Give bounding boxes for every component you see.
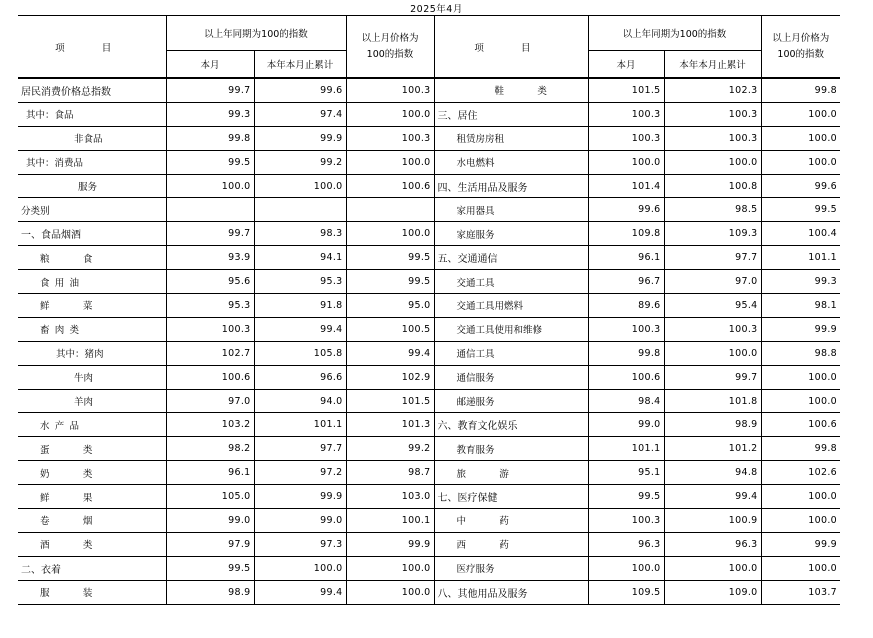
right-label-cell: 教育服务 <box>434 437 588 461</box>
left-cumulative-cell: 99.0 <box>254 509 346 533</box>
left-mom-index-cell: 100.5 <box>346 317 434 341</box>
table-row <box>18 532 840 556</box>
right-cumulative-cell: 100.0 <box>664 341 761 365</box>
right-label-cell: 四、生活用品及服务 <box>434 174 588 198</box>
left-current-month-cell: 97.0 <box>166 389 254 413</box>
left-mom-index-cell: 95.0 <box>346 294 434 318</box>
right-mom-index-cell: 100.0 <box>761 365 840 389</box>
left-label-cell: 鲜 菜 <box>18 294 166 318</box>
right-mom-index-cell: 99.8 <box>761 78 840 102</box>
left-cumulative-cell: 99.6 <box>254 78 346 102</box>
table-row <box>18 150 840 174</box>
header-mom-right <box>761 16 840 79</box>
right-cumulative-cell: 99.7 <box>664 365 761 389</box>
left-cumulative-cell: 99.4 <box>254 317 346 341</box>
left-label-cell: 食用油 <box>18 270 166 294</box>
header-item-right: 项 目 <box>434 16 588 79</box>
left-current-month-cell: 103.2 <box>166 413 254 437</box>
left-cumulative-cell <box>254 198 346 222</box>
left-label-cell: 居民消费价格总指数 <box>18 78 166 102</box>
right-current-month-cell: 96.1 <box>588 246 664 270</box>
left-current-month-cell: 99.8 <box>166 126 254 150</box>
right-mom-index-cell: 102.6 <box>761 461 840 485</box>
header-mom-left <box>346 16 434 79</box>
left-label-cell: 其中：食品 <box>18 102 166 126</box>
left-mom-index-cell: 100.0 <box>346 556 434 580</box>
left-mom-index-cell: 98.7 <box>346 461 434 485</box>
right-current-month-cell: 89.6 <box>588 294 664 318</box>
table-row <box>18 437 840 461</box>
right-current-month-cell: 99.5 <box>588 485 664 509</box>
header-item-left: 项 目 <box>18 16 166 79</box>
left-mom-index-cell: 99.9 <box>346 532 434 556</box>
right-current-month-cell: 100.3 <box>588 102 664 126</box>
right-mom-index-cell: 98.8 <box>761 341 840 365</box>
right-cumulative-cell: 97.0 <box>664 270 761 294</box>
left-cumulative-cell: 94.0 <box>254 389 346 413</box>
left-cumulative-cell: 95.3 <box>254 270 346 294</box>
left-mom-index-cell: 99.2 <box>346 437 434 461</box>
left-current-month-cell: 98.9 <box>166 580 254 604</box>
right-label-cell: 三、居住 <box>434 102 588 126</box>
left-label-cell: 水产品 <box>18 413 166 437</box>
left-cumulative-cell: 98.3 <box>254 222 346 246</box>
left-label-cell: 酒 类 <box>18 532 166 556</box>
right-cumulative-cell: 100.9 <box>664 509 761 533</box>
left-mom-index-cell: 100.0 <box>346 580 434 604</box>
right-current-month-cell: 100.3 <box>588 126 664 150</box>
right-mom-index-cell: 99.6 <box>761 174 840 198</box>
left-cumulative-cell: 100.0 <box>254 556 346 580</box>
right-cumulative-cell: 96.3 <box>664 532 761 556</box>
left-label-cell: 服 装 <box>18 580 166 604</box>
left-mom-index-cell <box>346 198 434 222</box>
right-current-month-cell: 100.0 <box>588 150 664 174</box>
left-mom-index-cell: 99.4 <box>346 341 434 365</box>
right-current-month-cell: 100.3 <box>588 509 664 533</box>
left-label-cell: 分类别 <box>18 198 166 222</box>
table-row <box>18 126 840 150</box>
right-current-month-cell: 96.7 <box>588 270 664 294</box>
left-current-month-cell: 99.5 <box>166 556 254 580</box>
right-mom-index-cell: 100.0 <box>761 150 840 174</box>
table-row <box>18 222 840 246</box>
left-current-month-cell: 99.7 <box>166 78 254 102</box>
right-cumulative-cell: 109.3 <box>664 222 761 246</box>
right-cumulative-cell: 100.3 <box>664 102 761 126</box>
right-mom-index-cell: 99.5 <box>761 198 840 222</box>
right-current-month-cell: 101.4 <box>588 174 664 198</box>
left-mom-index-cell: 102.9 <box>346 365 434 389</box>
table-row <box>18 317 840 341</box>
right-current-month-cell: 98.4 <box>588 389 664 413</box>
right-mom-index-cell: 99.3 <box>761 270 840 294</box>
left-mom-index-cell: 99.5 <box>346 246 434 270</box>
right-cumulative-cell: 95.4 <box>664 294 761 318</box>
left-current-month-cell: 100.3 <box>166 317 254 341</box>
left-label-cell: 粮 食 <box>18 246 166 270</box>
left-current-month-cell: 99.5 <box>166 150 254 174</box>
left-current-month-cell: 93.9 <box>166 246 254 270</box>
right-label-cell: 六、教育文化娱乐 <box>434 413 588 437</box>
right-current-month-cell: 100.3 <box>588 317 664 341</box>
left-current-month-cell: 99.3 <box>166 102 254 126</box>
left-current-month-cell: 100.6 <box>166 365 254 389</box>
left-label-cell: 其中：消费品 <box>18 150 166 174</box>
right-current-month-cell: 100.0 <box>588 556 664 580</box>
right-cumulative-cell: 98.5 <box>664 198 761 222</box>
right-label-cell: 家庭服务 <box>434 222 588 246</box>
right-label-cell: 家用器具 <box>434 198 588 222</box>
left-label-cell: 非食品 <box>18 126 166 150</box>
left-cumulative-cell: 97.4 <box>254 102 346 126</box>
table-row <box>18 485 840 509</box>
table-row <box>18 461 840 485</box>
right-label-cell: 通信服务 <box>434 365 588 389</box>
left-current-month-cell: 100.0 <box>166 174 254 198</box>
right-label-cell: 通信工具 <box>434 341 588 365</box>
right-mom-index-cell: 99.9 <box>761 317 840 341</box>
right-cumulative-cell: 100.8 <box>664 174 761 198</box>
right-current-month-cell: 109.8 <box>588 222 664 246</box>
right-label-cell: 医疗服务 <box>434 556 588 580</box>
right-label-cell: 邮递服务 <box>434 389 588 413</box>
left-cumulative-cell: 100.0 <box>254 174 346 198</box>
header-current-right: 本月 <box>588 51 664 79</box>
right-mom-index-cell: 100.0 <box>761 509 840 533</box>
table-body <box>18 78 840 604</box>
right-mom-index-cell: 101.1 <box>761 246 840 270</box>
right-current-month-cell: 99.8 <box>588 341 664 365</box>
table-row <box>18 413 840 437</box>
left-label-cell: 羊肉 <box>18 389 166 413</box>
right-label-cell: 八、其他用品及服务 <box>434 580 588 604</box>
header-mom-right-text: 以上月价格为100的指数 <box>772 32 830 60</box>
right-mom-index-cell: 100.0 <box>761 389 840 413</box>
right-label-cell: 旅 游 <box>434 461 588 485</box>
left-label-cell: 服务 <box>18 174 166 198</box>
right-current-month-cell: 109.5 <box>588 580 664 604</box>
right-cumulative-cell: 101.2 <box>664 437 761 461</box>
left-mom-index-cell: 100.0 <box>346 102 434 126</box>
right-mom-index-cell: 98.1 <box>761 294 840 318</box>
right-mom-index-cell: 100.0 <box>761 485 840 509</box>
header-mom-left-text: 以上月价格为100的指数 <box>361 32 419 60</box>
left-mom-index-cell: 100.6 <box>346 174 434 198</box>
table-row <box>18 270 840 294</box>
left-label-cell: 鲜 果 <box>18 485 166 509</box>
right-label-cell: 交通工具 <box>434 270 588 294</box>
right-cumulative-cell: 98.9 <box>664 413 761 437</box>
right-cumulative-cell: 100.3 <box>664 317 761 341</box>
table-row <box>18 246 840 270</box>
right-label-cell: 中 药 <box>434 509 588 533</box>
right-cumulative-cell: 100.0 <box>664 556 761 580</box>
right-mom-index-cell: 100.0 <box>761 126 840 150</box>
right-label-cell: 交通工具使用和维修 <box>434 317 588 341</box>
left-current-month-cell: 95.3 <box>166 294 254 318</box>
right-label-cell: 七、医疗保健 <box>434 485 588 509</box>
left-cumulative-cell: 99.2 <box>254 150 346 174</box>
table-row <box>18 78 840 102</box>
right-label-cell: 租赁房房租 <box>434 126 588 150</box>
table-row <box>18 509 840 533</box>
table-row <box>18 198 840 222</box>
left-cumulative-cell: 91.8 <box>254 294 346 318</box>
header-cumulative-right: 本年本月止累计 <box>664 51 761 79</box>
left-cumulative-cell: 96.6 <box>254 365 346 389</box>
left-cumulative-cell: 97.2 <box>254 461 346 485</box>
right-cumulative-cell: 99.4 <box>664 485 761 509</box>
left-mom-index-cell: 99.5 <box>346 270 434 294</box>
table-row <box>18 389 840 413</box>
right-label-cell: 交通工具用燃料 <box>434 294 588 318</box>
right-mom-index-cell: 99.9 <box>761 532 840 556</box>
table-header <box>18 16 840 79</box>
left-label-cell: 畜肉类 <box>18 317 166 341</box>
left-mom-index-cell: 100.0 <box>346 150 434 174</box>
left-cumulative-cell: 99.9 <box>254 126 346 150</box>
right-cumulative-cell: 97.7 <box>664 246 761 270</box>
right-label-cell: 西 药 <box>434 532 588 556</box>
right-cumulative-cell: 100.3 <box>664 126 761 150</box>
right-mom-index-cell: 100.0 <box>761 102 840 126</box>
right-mom-index-cell: 103.7 <box>761 580 840 604</box>
right-mom-index-cell: 99.8 <box>761 437 840 461</box>
right-current-month-cell: 101.1 <box>588 437 664 461</box>
right-current-month-cell: 96.3 <box>588 532 664 556</box>
table-row <box>18 102 840 126</box>
right-label-cell: 五、交通通信 <box>434 246 588 270</box>
right-current-month-cell: 95.1 <box>588 461 664 485</box>
right-cumulative-cell: 102.3 <box>664 78 761 102</box>
left-label-cell: 其中：猪肉 <box>18 341 166 365</box>
right-current-month-cell: 100.6 <box>588 365 664 389</box>
table-row <box>18 174 840 198</box>
left-mom-index-cell: 100.1 <box>346 509 434 533</box>
left-label-cell: 一、食品烟酒 <box>18 222 166 246</box>
left-current-month-cell: 102.7 <box>166 341 254 365</box>
right-cumulative-cell: 94.8 <box>664 461 761 485</box>
right-label-cell: 水电燃料 <box>434 150 588 174</box>
left-current-month-cell: 99.0 <box>166 509 254 533</box>
left-label-cell: 卷 烟 <box>18 509 166 533</box>
right-current-month-cell: 99.0 <box>588 413 664 437</box>
right-current-month-cell: 101.5 <box>588 78 664 102</box>
right-cumulative-cell: 109.0 <box>664 580 761 604</box>
left-label-cell: 二、衣着 <box>18 556 166 580</box>
left-label-cell: 奶 类 <box>18 461 166 485</box>
left-label-cell: 牛肉 <box>18 365 166 389</box>
left-current-month-cell: 97.9 <box>166 532 254 556</box>
right-cumulative-cell: 101.8 <box>664 389 761 413</box>
right-current-month-cell: 99.6 <box>588 198 664 222</box>
right-mom-index-cell: 100.0 <box>761 556 840 580</box>
left-mom-index-cell: 101.3 <box>346 413 434 437</box>
left-current-month-cell: 95.6 <box>166 270 254 294</box>
right-label-cell: 鞋 类 <box>434 78 588 102</box>
left-cumulative-cell: 97.3 <box>254 532 346 556</box>
left-cumulative-cell: 97.7 <box>254 437 346 461</box>
right-mom-index-cell: 100.6 <box>761 413 840 437</box>
header-current-left: 本月 <box>166 51 254 79</box>
right-cumulative-cell: 100.0 <box>664 150 761 174</box>
left-cumulative-cell: 99.9 <box>254 485 346 509</box>
table-row <box>18 341 840 365</box>
left-mom-index-cell: 100.0 <box>346 222 434 246</box>
header-yoy-right: 以上年同期为100的指数 <box>588 16 761 51</box>
left-mom-index-cell: 100.3 <box>346 126 434 150</box>
left-cumulative-cell: 101.1 <box>254 413 346 437</box>
left-mom-index-cell: 100.3 <box>346 78 434 102</box>
header-cumulative-left: 本年本月止累计 <box>254 51 346 79</box>
left-current-month-cell: 99.7 <box>166 222 254 246</box>
report-date: 2025年4月 <box>410 4 463 15</box>
table-row <box>18 556 840 580</box>
table-row <box>18 365 840 389</box>
table-row <box>18 580 840 604</box>
left-mom-index-cell: 101.5 <box>346 389 434 413</box>
left-current-month-cell <box>166 198 254 222</box>
table-row <box>18 294 840 318</box>
left-cumulative-cell: 99.4 <box>254 580 346 604</box>
left-mom-index-cell: 103.0 <box>346 485 434 509</box>
left-current-month-cell: 105.0 <box>166 485 254 509</box>
left-current-month-cell: 96.1 <box>166 461 254 485</box>
left-current-month-cell: 98.2 <box>166 437 254 461</box>
header-yoy-left: 以上年同期为100的指数 <box>166 16 346 51</box>
left-label-cell: 蛋 类 <box>18 437 166 461</box>
cpi-table <box>18 15 840 605</box>
right-mom-index-cell: 100.4 <box>761 222 840 246</box>
left-cumulative-cell: 94.1 <box>254 246 346 270</box>
left-cumulative-cell: 105.8 <box>254 341 346 365</box>
